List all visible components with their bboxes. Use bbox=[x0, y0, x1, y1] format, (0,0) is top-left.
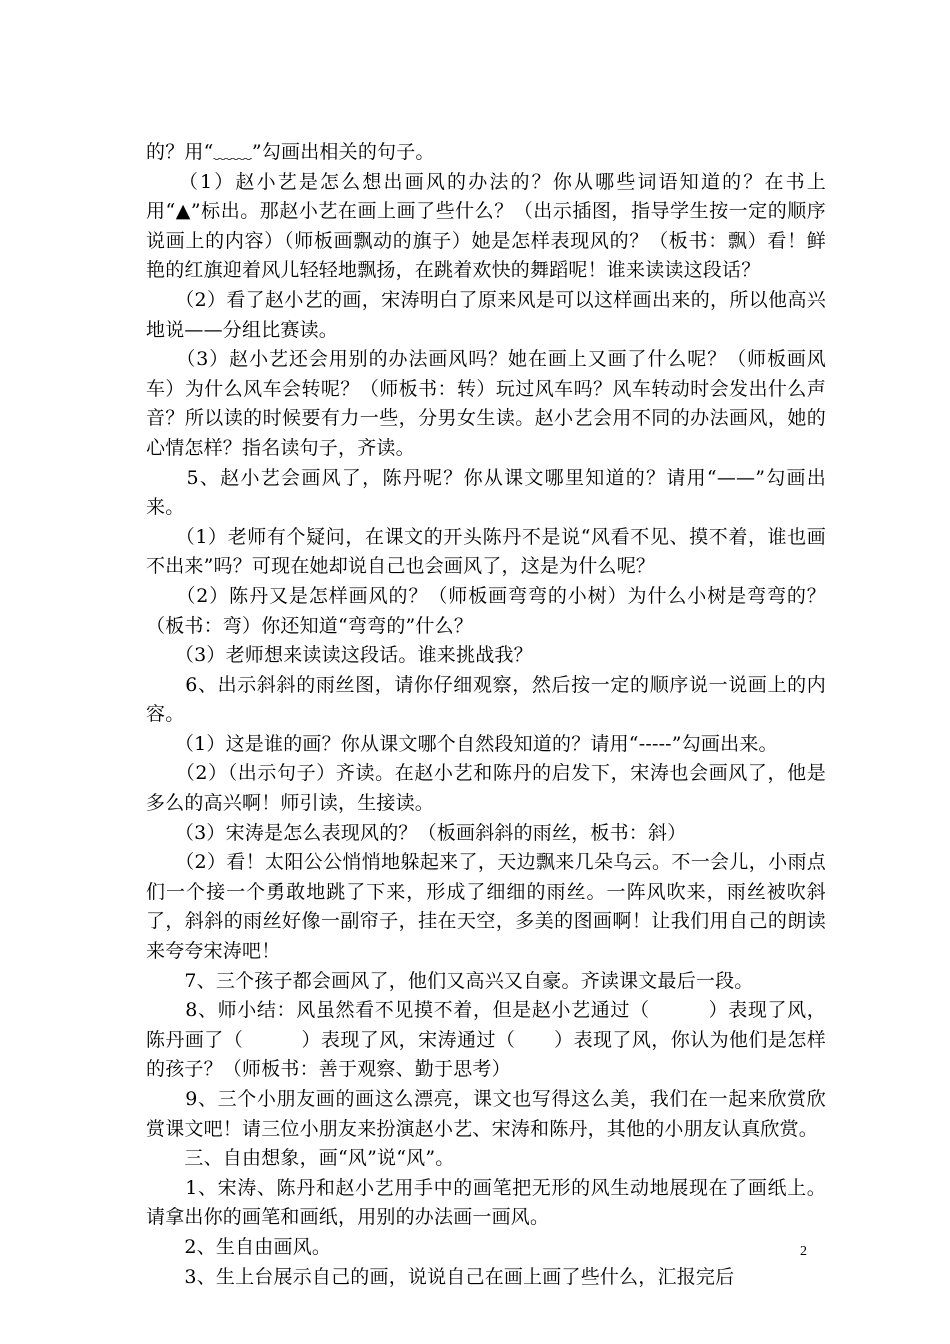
paragraph: 的？用“﹏﹏”勾画出相关的句子。 bbox=[146, 141, 435, 163]
paragraph: 9、三个小朋友画的画这么漂亮，课文也写得这么美，我们在一起来欣赏欣赏课文吧！请三位小朋友来扮演赵小艺、宋涛和陈丹，其他的小朋友认真欣赏。 bbox=[146, 1088, 826, 1140]
paragraph: 三、自由想象，画“风”说“风”。 bbox=[146, 1147, 455, 1170]
paragraph: 8、师小结：风虽然看不见摸不着，但是赵小艺通过（ ）表现了风，陈丹画了（ ）表现了风，宋涛通过（ ）表现了风，你认为他们是怎样的孩子？（师板书：善于观察、勤于思考） bbox=[146, 999, 826, 1081]
paragraph: 7、三个孩子都会画风了，他们又高兴又自豪。齐读课文最后一段。 bbox=[146, 969, 754, 992]
paragraph: （1）赵小艺是怎么想出画风的办法的？你从哪些词语知道的？在书上用“▲”标出。那赵小艺在画上画了些什么？（出示插图，指导学生按一定的顺序说画上的内容）（师板画飘动的旗子）她是怎样表现风的？（板书：飘）看！鲜艳的红旗迎着风儿轻轻地飘扬，在跳着欢快的舞蹈呢！谁来读读这段话？ bbox=[146, 170, 826, 282]
paragraph: 1、宋涛、陈丹和赵小艺用手中的画笔把无形的风生动地展现在了画纸上。请拿出你的画笔和画纸，用别的办法画一画风。 bbox=[146, 1176, 826, 1229]
paragraph: 5、赵小艺会画风了，陈丹呢？你从课文哪里知道的？请用“——”勾画出来。 bbox=[146, 466, 826, 519]
body-text bbox=[146, 138, 826, 1292]
paragraph: 6、出示斜斜的雨丝图，请你仔细观察，然后按一定的顺序说一说画上的内容。 bbox=[146, 673, 826, 726]
paragraph: （2）陈丹又是怎样画风的？（师板画弯弯的小树）为什么小树是弯弯的？（板书：弯）你还知道“弯弯的”什么？ bbox=[146, 584, 826, 637]
paragraph: 2、生自由画风。 bbox=[146, 1235, 332, 1258]
paragraph: （3）赵小艺还会用别的办法画风吗？她在画上又画了什么呢？（师板画风车）为什么风车会转呢？（师板书：转）玩过风车吗？风车转动时会发出什么声音？所以读的时候要有力一些，分男女生读。赵小艺会用不同的办法画风，她的心情怎样？指名读句子，齐读。 bbox=[146, 348, 826, 459]
paragraph: 3、生上台展示自己的画，说说自己在画上画了些什么，汇报完后 bbox=[146, 1265, 735, 1288]
page-number: 2 bbox=[800, 1244, 807, 1259]
paragraph: （2）看了赵小艺的画，宋涛明白了原来风是可以这样画出来的，所以他高兴地说——分组比赛读。 bbox=[146, 288, 826, 341]
paragraph: （2）看！太阳公公悄悄地躲起来了，天边飘来几朵乌云。不一会儿，小雨点们一个接一个勇敢地跳了下来，形成了细细的雨丝。一阵风吹来，雨丝被吹斜了，斜斜的雨丝好像一副帘子，挂在天空，多美的图画啊！让我们用自己的朗读来夸夸宋涛吧！ bbox=[146, 851, 826, 963]
paragraph: （1）这是谁的画？你从课文哪个自然段知道的？请用“-----”勾画出来。 bbox=[146, 732, 778, 755]
paragraph: （3）宋涛是怎么表现风的？（板画斜斜的雨丝，板书：斜） bbox=[146, 821, 687, 844]
paragraph: （3）老师想来读读这段话。谁来挑战我？ bbox=[146, 644, 533, 667]
paragraph: （2）（出示句子）齐读。在赵小艺和陈丹的启发下，宋涛也会画风了，他是多么的高兴啊！师引读，生接读。 bbox=[146, 762, 826, 815]
paragraph: （1）老师有个疑问，在课文的开头陈丹不是说“风看不见、摸不着，谁也画不出来”吗？可现在她却说自己也会画风了，这是为什么呢？ bbox=[146, 525, 826, 578]
